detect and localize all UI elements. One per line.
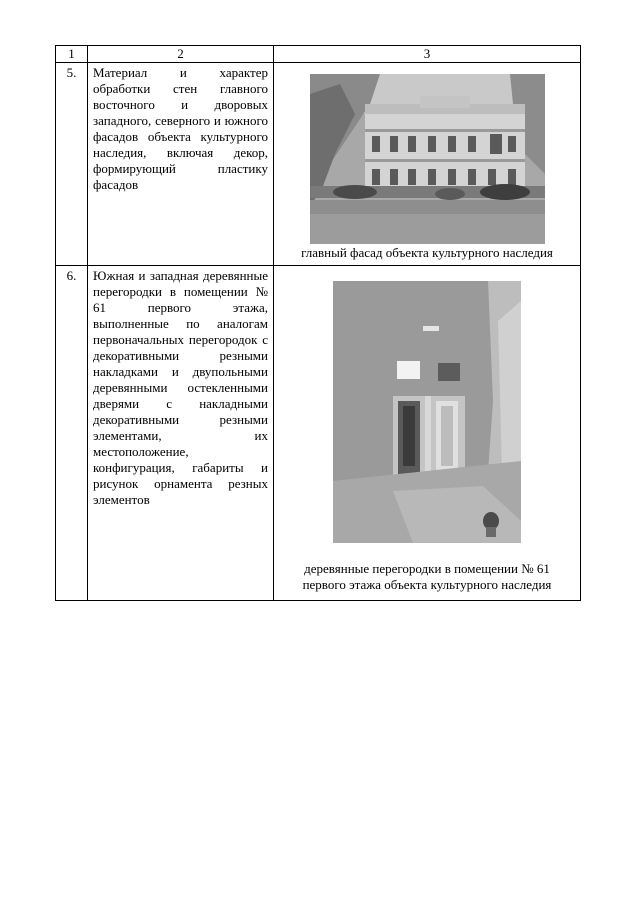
header-cell-2: 2 (88, 46, 274, 63)
row-description: Материал и характер обработки стен главного восточного и дворовых западного, северного и южного фасадов объекта культурного наследия, включая декор, формирующий пластику фасадов (93, 65, 268, 192)
row-description: Южная и западная деревянные перегородки в помещении № 61 первого этажа, выполненные по аналогам первоначальных перегородок с декоративными резными накладками и двупольными деревянными остекленными дверями с накладными декоративными резными элементами, их местоположение, конфигурация, габариты и рисунок орнамента резных элементов (93, 268, 268, 507)
header-cell-3: 3 (274, 46, 581, 63)
table-header-row (56, 46, 581, 63)
header-cell-1: 1 (56, 46, 88, 63)
photo-caption-line2: первого этажа объекта культурного наследия (302, 577, 552, 592)
table-row (56, 63, 581, 266)
photo-caption-line1: деревянные перегородки в помещении № 61 (304, 561, 550, 576)
row-number: 6. (56, 266, 88, 601)
row-number: 5. (56, 63, 88, 266)
heritage-table (55, 45, 581, 601)
facade-photo (310, 74, 545, 244)
table-row (56, 266, 581, 601)
partition-photo (333, 281, 521, 543)
photo-caption: главный фасад объекта культурного наследия (301, 245, 553, 260)
